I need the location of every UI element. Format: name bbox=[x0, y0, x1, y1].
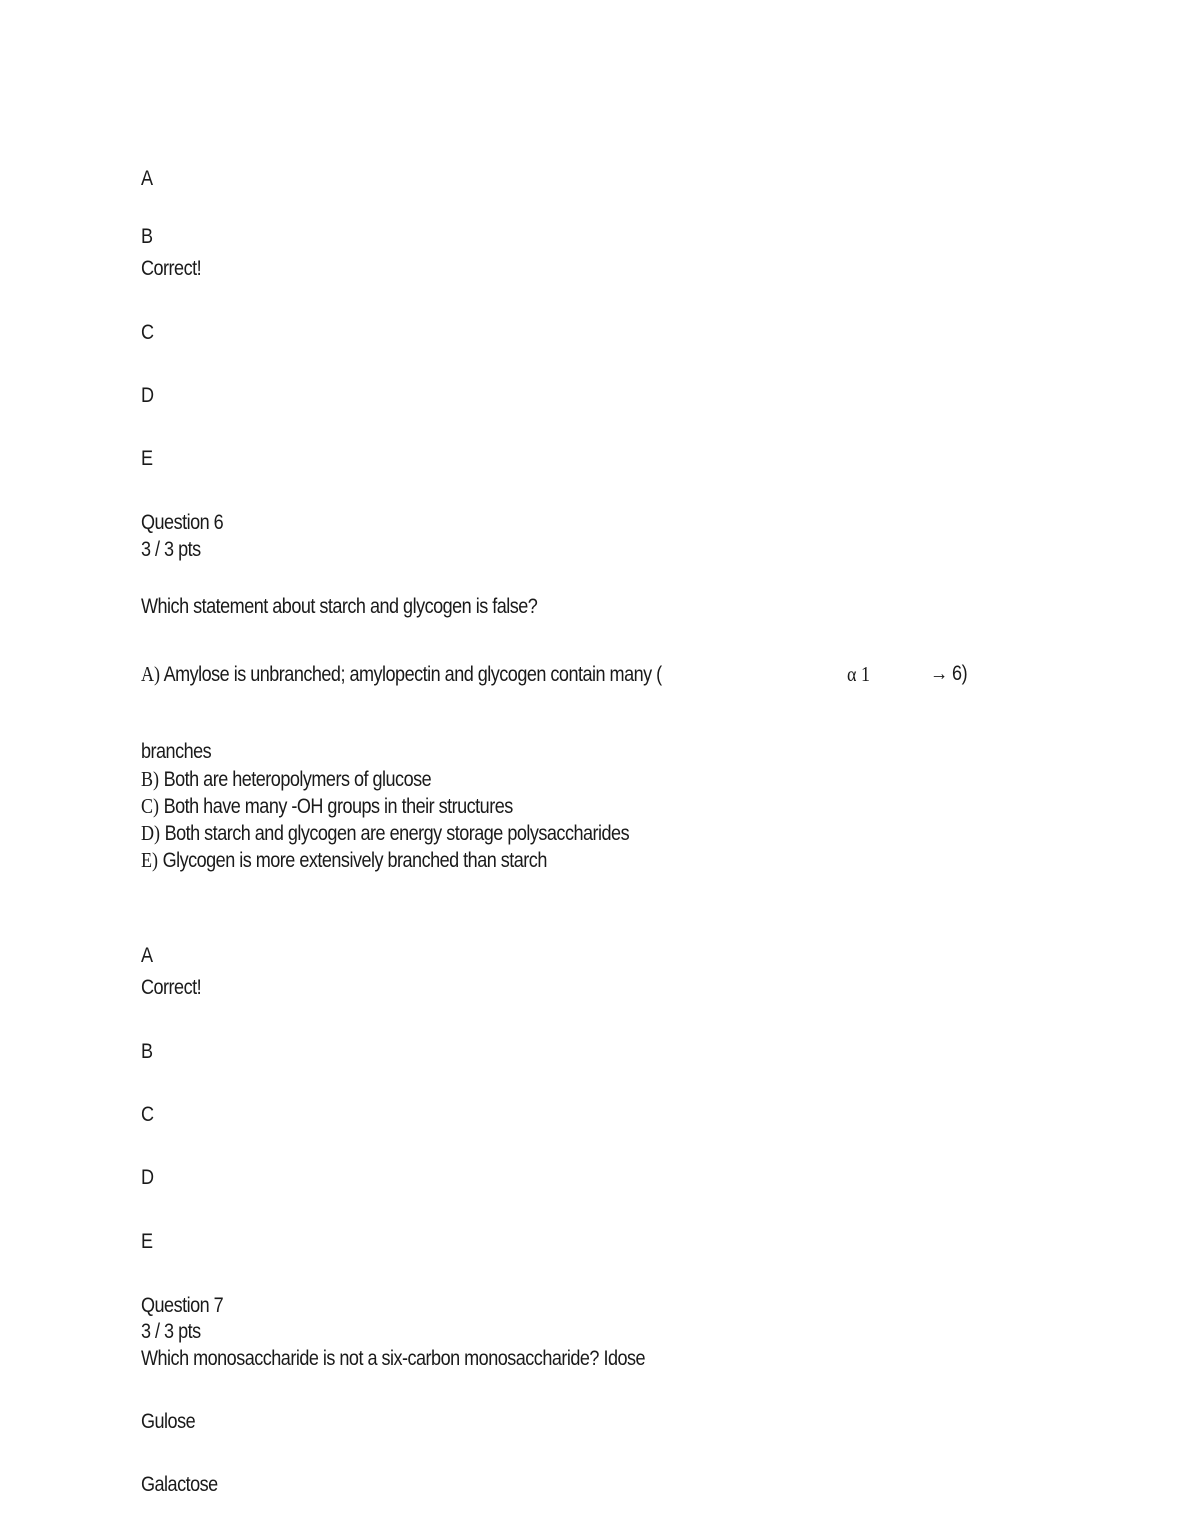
q7-answer-gulose[interactable]: Gulose bbox=[141, 1410, 196, 1433]
q6-choice-c[interactable]: C bbox=[141, 1103, 154, 1126]
prev-choice-a[interactable]: A bbox=[141, 167, 153, 190]
question-7-points: 3 / 3 pts bbox=[141, 1320, 201, 1343]
q6-option-e bbox=[141, 848, 547, 873]
question-6-prompt: Which statement about starch and glycogen is false? bbox=[141, 595, 538, 618]
q6-option-c-label: C) bbox=[141, 794, 160, 818]
prev-choice-c[interactable]: C bbox=[141, 321, 154, 344]
q6-choice-a[interactable]: A bbox=[141, 944, 153, 967]
q6-choice-b[interactable]: B bbox=[141, 1040, 153, 1063]
q6-option-d bbox=[141, 821, 629, 846]
q6-choice-e[interactable]: E bbox=[141, 1230, 153, 1253]
q6-option-d-label: D) bbox=[141, 821, 161, 845]
question-6-title: Question 6 bbox=[141, 511, 224, 534]
question-6-points: 3 / 3 pts bbox=[141, 538, 201, 561]
question-7-title: Question 7 bbox=[141, 1294, 224, 1317]
q6-option-d-text: Both starch and glycogen are energy storage polysaccharides bbox=[164, 822, 630, 845]
q6-option-e-label: E) bbox=[141, 848, 159, 872]
q6-option-b-label: B) bbox=[141, 767, 160, 791]
q6-option-c-text: Both have many -OH groups in their structures bbox=[163, 795, 513, 818]
prev-choice-b[interactable]: B bbox=[141, 225, 153, 248]
q6-option-a-alpha: α 1 bbox=[847, 662, 871, 686]
prev-correct-note: Correct! bbox=[141, 257, 202, 280]
question-7-prompt: Which monosaccharide is not a six-carbon monosaccharide? Idose bbox=[141, 1347, 646, 1370]
q6-option-a-text: Amylose is unbranched; amylopectin and glycogen contain many ( bbox=[163, 663, 662, 686]
prev-choice-e[interactable]: E bbox=[141, 447, 153, 470]
q6-option-a-label: A) bbox=[141, 662, 161, 686]
q6-option-a bbox=[141, 662, 662, 687]
q6-choice-d[interactable]: D bbox=[141, 1166, 154, 1189]
q6-option-b bbox=[141, 767, 431, 792]
q6-option-e-text: Glycogen is more extensively branched than starch bbox=[162, 849, 547, 872]
q6-option-a-continued: branches bbox=[141, 740, 212, 763]
q6-correct-note: Correct! bbox=[141, 976, 202, 999]
q7-answer-galactose[interactable]: Galactose bbox=[141, 1473, 218, 1496]
prev-choice-d[interactable]: D bbox=[141, 384, 154, 407]
q6-option-c bbox=[141, 794, 513, 819]
q6-option-b-text: Both are heteropolymers of glucose bbox=[163, 768, 432, 791]
q6-option-a-arrow: → 6) bbox=[930, 662, 968, 685]
